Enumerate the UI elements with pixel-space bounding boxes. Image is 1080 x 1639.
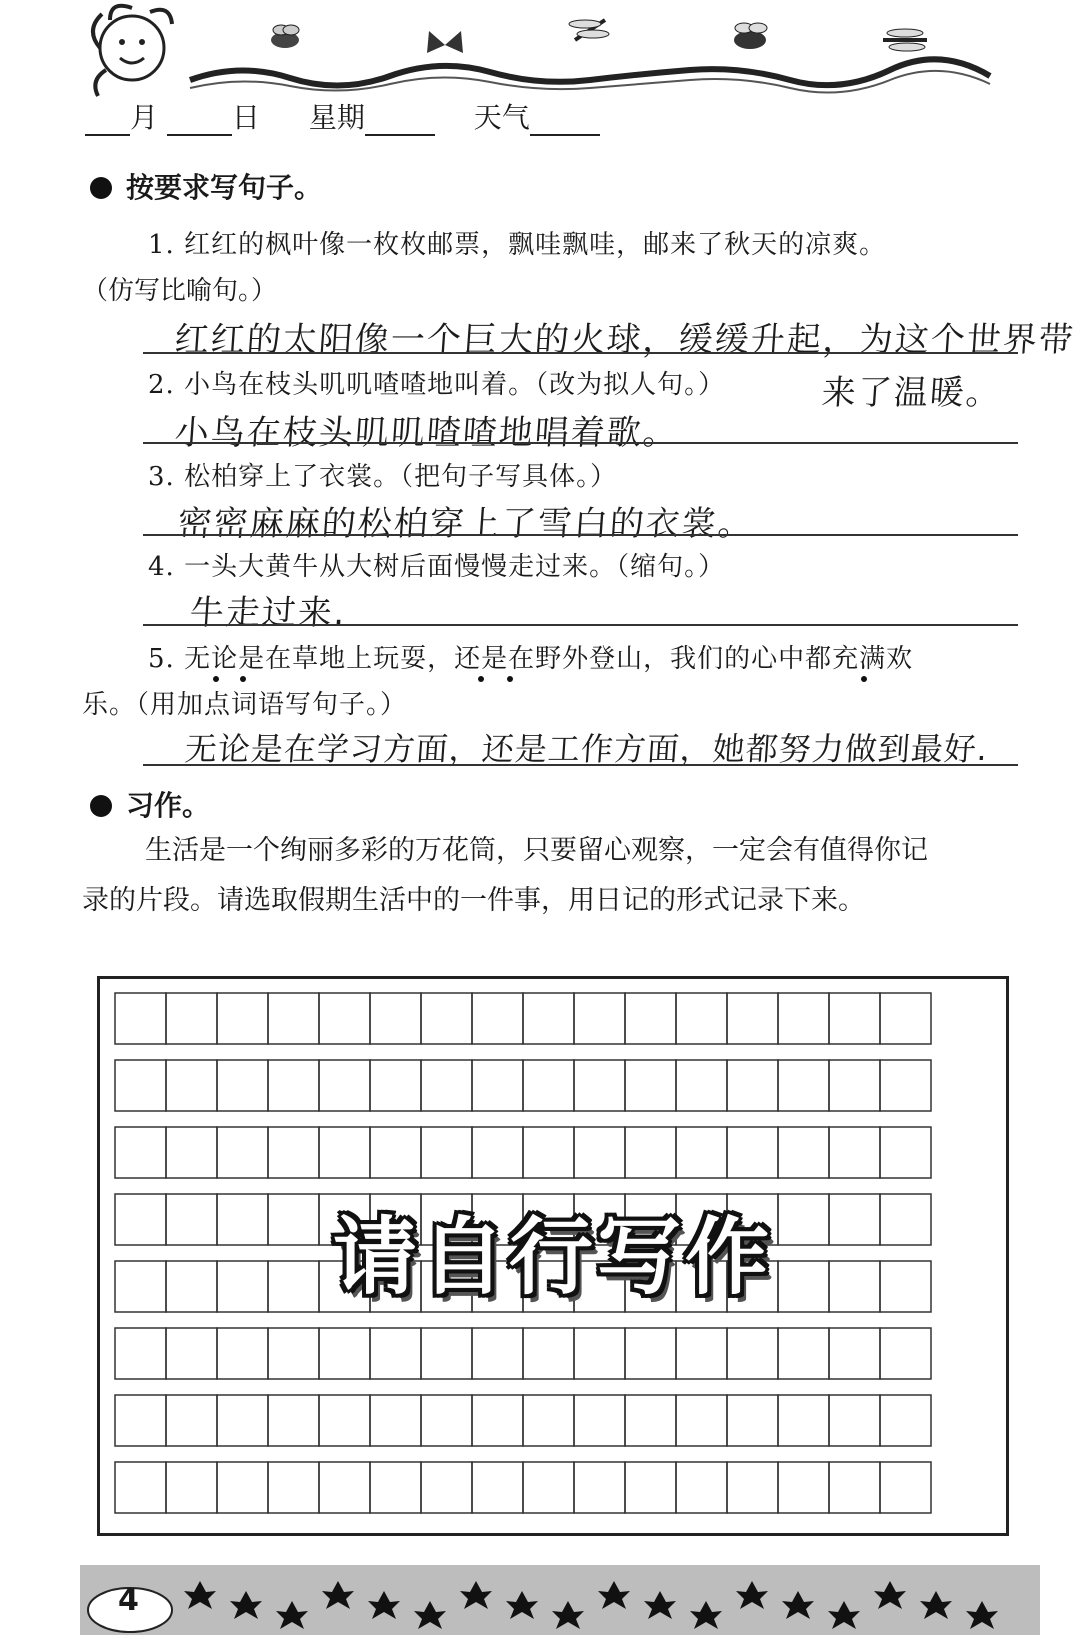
grid-cell[interactable] [778,1395,829,1446]
grid-cell[interactable] [829,1395,880,1446]
leaf-icon [552,1601,584,1629]
question-text: 无论是在草地上玩耍，还是在野外登山，我们的心中都充满欢 [184,644,914,674]
date-line [85,96,625,136]
grid-cell[interactable] [574,1060,625,1111]
grid-cell[interactable] [166,1060,217,1111]
grid-cell[interactable] [166,1395,217,1446]
grid-cell[interactable] [727,1060,778,1111]
grid-cell[interactable] [625,1127,676,1178]
grid-cell[interactable] [778,1060,829,1111]
grid-cell[interactable] [880,1127,931,1178]
question-4 [148,546,725,583]
grid-cell[interactable] [625,1060,676,1111]
leaf-icon [920,1591,952,1619]
butterfly-icon [427,31,463,53]
grid-cell[interactable] [880,1060,931,1111]
grid-cell[interactable] [268,1060,319,1111]
grid-cell[interactable] [829,1127,880,1178]
composition-prompt-line-1: 生活是一个绚丽多彩的万花筒，只要留心观察，一定会有值得你记 [145,835,928,866]
month-blank[interactable] [85,104,130,136]
grid-cell[interactable] [523,1127,574,1178]
grid-cell[interactable] [166,1194,217,1245]
leaf-icon [460,1581,492,1609]
dragonfly-icon [569,20,609,40]
grid-cell[interactable] [625,1462,676,1513]
grid-cell[interactable] [421,1328,472,1379]
bee-icon [271,25,299,48]
grid-cell[interactable] [880,1328,931,1379]
question-number: 2. [148,370,175,400]
grid-cell[interactable] [166,1127,217,1178]
grid-cell[interactable] [268,1328,319,1379]
grid-cell[interactable] [268,1127,319,1178]
answer-line [143,624,1018,626]
leaf-icon [276,1601,308,1629]
composition-prompt-line-2: 录的片段。请选取假期生活中的一件事，用日记的形式记录下来。 [82,885,865,916]
grid-cell[interactable] [421,1060,472,1111]
grid-cell[interactable] [319,1395,370,1446]
grid-cell[interactable] [217,1395,268,1446]
grid-cell[interactable] [217,1060,268,1111]
leaf-icon [322,1581,354,1609]
grid-cell[interactable] [370,993,421,1044]
grid-cell[interactable] [268,1395,319,1446]
question-text: 红红的枫叶像一枚枚邮票，飘哇飘哇，邮来了秋天的凉爽。 [184,230,887,260]
grid-cell[interactable] [319,1462,370,1513]
grid-cell[interactable] [676,1328,727,1379]
grid-cell[interactable] [829,1194,880,1245]
footer-leaves [80,1565,1040,1635]
grid-cell[interactable] [880,1194,931,1245]
leaf-icon [506,1591,538,1619]
grid-cell[interactable] [217,1127,268,1178]
section-title-text: 按要求写句子。 [126,171,323,204]
grid-cell[interactable] [217,1462,268,1513]
grid-cell[interactable] [319,1328,370,1379]
grid-cell[interactable] [268,1462,319,1513]
grid-cell[interactable] [115,993,166,1044]
grid-cell[interactable] [676,1462,727,1513]
question-3 [148,456,617,493]
emphasis-dot [240,676,246,682]
leaf-icon [184,1581,216,1609]
grid-cell[interactable] [778,1194,829,1245]
question-number: 4. [148,552,175,582]
section-title-sentences [90,166,322,206]
grid-cell[interactable] [676,1127,727,1178]
question-5 [148,638,913,675]
grid-cell[interactable] [829,1261,880,1312]
sun-face-icon [93,6,172,96]
answer-line [143,764,1018,766]
grid-cell[interactable] [115,1328,166,1379]
grid-cell[interactable] [574,1328,625,1379]
grid-cell[interactable] [319,1060,370,1111]
grid-cell[interactable] [115,1395,166,1446]
grid-cell[interactable] [829,993,880,1044]
grid-cell[interactable] [829,1328,880,1379]
bullet-icon [90,177,112,199]
grid-cell[interactable] [574,1462,625,1513]
grid-cell[interactable] [523,993,574,1044]
question-number: 1. [148,230,175,260]
emphasis-dot [861,676,867,682]
leaf-icon [414,1601,446,1629]
grid-cell[interactable] [370,1395,421,1446]
grid-cell[interactable] [472,1462,523,1513]
question-hint: （把句子写具体。） [400,462,618,492]
grid-cell[interactable] [421,993,472,1044]
grid-cell[interactable] [217,1261,268,1312]
grid-cell[interactable] [166,1462,217,1513]
grid-cell[interactable] [421,1462,472,1513]
grid-cell[interactable] [370,1328,421,1379]
month-label: 月 [130,101,159,134]
wasp-icon [734,23,767,49]
grid-cell[interactable] [115,1462,166,1513]
leaf-icon [736,1581,768,1609]
grid-cell[interactable] [880,1261,931,1312]
grid-cell[interactable] [472,1127,523,1178]
answer-1-line-1: 红红的太阳像一个巨大的火球，缓缓升起，为这个世界带 [173,320,1077,360]
grid-cell[interactable] [676,1395,727,1446]
grid-cell[interactable] [472,993,523,1044]
grid-cell[interactable] [319,1127,370,1178]
grid-cell[interactable] [778,1328,829,1379]
question-text: 小鸟在枝头叽叽喳喳地叫着。 [184,370,536,400]
day-label: 日 [231,101,260,134]
grid-cell[interactable] [676,993,727,1044]
grid-cell[interactable] [370,1060,421,1111]
grid-cell[interactable] [472,1395,523,1446]
grid-cell[interactable] [421,1395,472,1446]
grid-cell[interactable] [727,993,778,1044]
leaf-icon [874,1581,906,1609]
grid-cell[interactable] [778,1261,829,1312]
grid-cell[interactable] [166,1328,217,1379]
grid-cell[interactable] [829,1462,880,1513]
grid-cell[interactable] [115,1127,166,1178]
weekday-label: 星期 [308,101,365,134]
grid-cell[interactable] [523,1395,574,1446]
answer-4: 牛走过来. [188,593,348,633]
header-illustration [80,0,1040,110]
answer-3: 密密麻麻的松柏穿上了雪白的衣裳。 [176,504,756,544]
answer-2: 小鸟在枝头叽叽喳喳地唱着歌。 [173,413,681,453]
grid-cell[interactable] [268,1194,319,1245]
grid-cell[interactable] [370,1462,421,1513]
emphasis-dot [478,676,484,682]
grid-cell[interactable] [727,1462,778,1513]
grid-cell[interactable] [421,1127,472,1178]
grid-cell[interactable] [115,1194,166,1245]
answer-line [143,442,1018,444]
grid-cell[interactable] [472,1328,523,1379]
grid-cell[interactable] [880,1462,931,1513]
leaf-icon [690,1601,722,1629]
grid-cell[interactable] [778,993,829,1044]
weather-blank[interactable] [530,104,600,136]
wave-line [190,59,990,85]
grid-cell[interactable] [115,1261,166,1312]
grid-cell[interactable] [319,993,370,1044]
question-text: 一头大黄牛从大树后面慢慢走过来。 [184,552,617,582]
grid-cell[interactable] [217,1194,268,1245]
grid-cell[interactable] [676,1060,727,1111]
leaf-icon [598,1581,630,1609]
grid-cell[interactable] [574,1395,625,1446]
grid-cell[interactable] [574,993,625,1044]
grid-cell[interactable] [370,1127,421,1178]
question-hint: （改为拟人句。） [535,370,726,400]
grid-cell[interactable] [778,1127,829,1178]
grid-cell[interactable] [727,1127,778,1178]
leaf-icon [828,1601,860,1629]
self-write-overlay: 请自行写作 [333,1208,774,1306]
question-1-hint: （仿写比喻句。） [82,276,278,306]
leaf-icon [644,1591,676,1619]
grid-cell[interactable] [778,1462,829,1513]
question-2 [148,364,725,401]
question-5-continued [82,684,407,721]
grid-cell[interactable] [829,1060,880,1111]
grid-cell[interactable] [217,1328,268,1379]
answer-line [143,534,1018,536]
grid-cell[interactable] [880,1395,931,1446]
page-number: 4 [118,1583,139,1618]
emphasis-dot [507,676,513,682]
leaf-icon [782,1591,814,1619]
leaf-icon [966,1601,998,1629]
grid-cell[interactable] [268,1261,319,1312]
weather-label: 天气 [473,101,530,134]
leaf-icon [368,1591,400,1619]
grid-cell[interactable] [625,1395,676,1446]
section-title-text: 习作。 [126,789,211,822]
question-text: 松柏穿上了衣裳。 [184,462,401,492]
grid-cell[interactable] [625,1328,676,1379]
grid-cell[interactable] [727,1328,778,1379]
question-hint: （用加点词语写句子。） [136,690,408,720]
dragonfly-icon [883,29,927,51]
grid-cell[interactable] [217,993,268,1044]
grid-cell[interactable] [523,1060,574,1111]
grid-cell[interactable] [523,1328,574,1379]
leaf-icon [230,1591,262,1619]
answer-5: 无论是在学习方面，还是工作方面，她都努力做到最好. [183,730,990,768]
grid-cell[interactable] [625,993,676,1044]
grid-cell[interactable] [268,993,319,1044]
question-1 [148,224,886,261]
weekday-blank[interactable] [365,104,435,136]
day-blank[interactable] [167,104,232,136]
grid-cell[interactable] [115,1060,166,1111]
bullet-icon [90,795,112,817]
answer-1-line-2: 来了温暖。 [820,373,1004,413]
emphasis-dot [213,676,219,682]
answer-line [143,352,1018,354]
section-title-composition [90,784,210,824]
question-hint: （缩句。） [616,552,726,582]
grid-cell[interactable] [574,1127,625,1178]
grid-cell[interactable] [166,993,217,1044]
grid-cell[interactable] [472,1060,523,1111]
footer-band [80,1565,1040,1635]
grid-cell[interactable] [880,993,931,1044]
grid-cell[interactable] [727,1395,778,1446]
grid-cell[interactable] [523,1462,574,1513]
question-text: 乐。 [82,690,137,720]
question-number: 3. [148,462,175,492]
grid-cell[interactable] [166,1261,217,1312]
question-number: 5. [148,644,175,674]
